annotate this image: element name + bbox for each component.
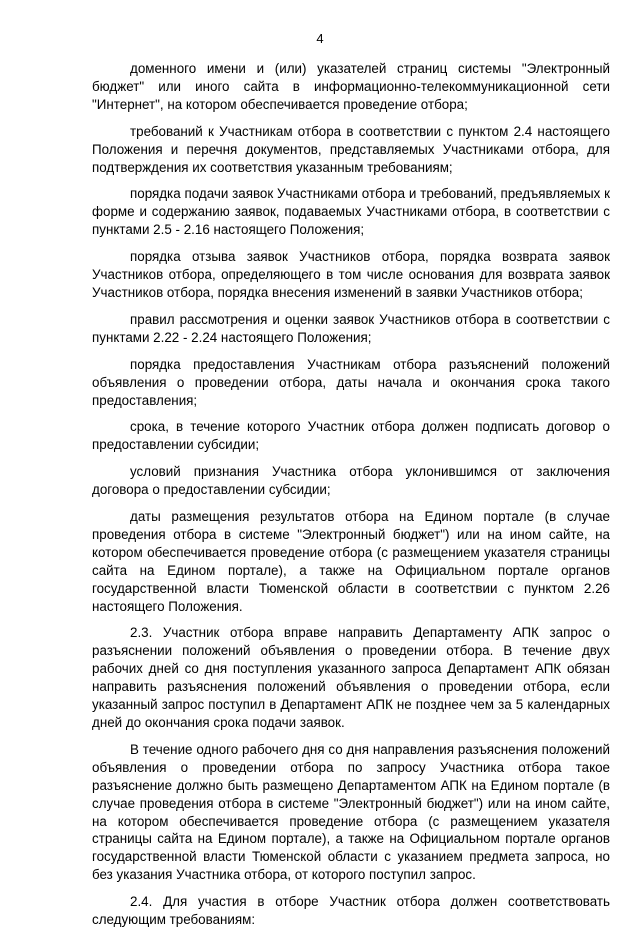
paragraph-clarification-publication: В течение одного рабочего дня со дня направления разъяснения положений объявления о проведении отбора по запросу Участника отбора такое разъяснение должно быть размещено Департаментом АПК на Едином портале (в случае проведения отбора в системе "Электронный бюджет") или на ином сайте, на котором обеспечивается проведение отбора (с размещением указателя страницы сайта на Едином портале), а также на Официальном портале органов государственной власти Тюменской области с указанием предмета запроса, но без указания Участника отбора, от которого поступил запрос. <box>92 741 610 883</box>
paragraph-application-procedure: порядка подачи заявок Участниками отбора и требований, предъявляемых к форме и содержанию заявок, подаваемых Участниками отбора, в соответствии с пунктами 2.5 - 2.16 настоящего Положения; <box>92 186 610 238</box>
paragraph-contract-deadline: срока, в течение которого Участник отбора должен подписать договор о предоставлении субсидии; <box>92 419 610 453</box>
paragraph-evasion-conditions: условий признания Участника отбора уклонившимся от заключения договора о предоставлении субсидии; <box>92 464 610 498</box>
paragraph-domain-name: доменного имени и (или) указателей страниц системы "Электронный бюджет" или иного сайта в информационно-телекоммуникационной сети "Интернет", на котором обеспечивается проведение отбора; <box>92 61 610 112</box>
paragraph-section-2-4: 2.4. Для участия в отборе Участник отбора должен соответствовать следующим требованиям: <box>92 894 610 928</box>
paragraph-clarifications-procedure: порядка предоставления Участникам отбора разъяснений положений объявления о проведении отбора, даты начала и окончания срока такого предоставления; <box>92 356 610 408</box>
paragraph-application-withdrawal: порядка отзыва заявок Участников отбора, порядка возврата заявок Участников отбора, определяющего в том числе основания для возврата заявок Участников отбора, порядка внесения изменений в заявки Участников отбора; <box>92 249 610 300</box>
paragraph-results-publication: даты размещения результатов отбора на Едином портале (в случае проведения отбора в системе "Электронный бюджет") или на ином сайте, на котором обеспечивается проведение отбора (с размещением указателя страницы сайта на Едином портале), а также на Официальном портале органов государственной власти Тюменской области в соответствии с пунктом 2.26 настоящего Положения. <box>92 509 610 614</box>
paragraph-participant-requirements: требований к Участникам отбора в соответствии с пунктом 2.4 настоящего Положения и перечня документов, представляемых Участниками отбора, для подтверждения их соответствия указанным требованиям; <box>92 123 610 175</box>
paragraph-section-2-3: 2.3. Участник отбора вправе направить Департаменту АПК запрос о разъяснении положений объявления о проведении отбора. В течение двух рабочих дней со дня поступления указанного запроса Департамент АПК обязан направить разъяснения положений объявления о проведении отбора, если указанный запрос поступил в Департамент АПК не позднее чем за 5 календарных дней до окончания срока подачи заявок. <box>92 625 610 730</box>
page-number: 4 <box>316 31 324 46</box>
paragraph-review-rules: правил рассмотрения и оценки заявок Участников отбора в соответствии с пунктами 2.22 - 2.24 настоящего Положения; <box>92 311 610 345</box>
document-body <box>92 60 610 938</box>
